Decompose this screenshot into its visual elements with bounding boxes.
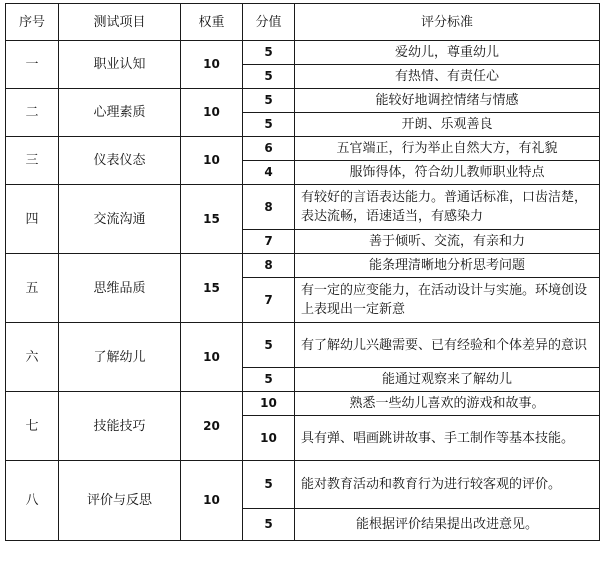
criterion-text: 能通过观察来了解幼儿 <box>295 368 600 392</box>
row-seq: 六 <box>6 323 59 392</box>
criterion-text: 有较好的言语表达能力。普通话标准，口齿洁楚，表达流畅，语速适当，有感染力 <box>295 185 600 230</box>
row-seq: 五 <box>6 254 59 323</box>
criterion-score: 8 <box>243 254 295 278</box>
criterion-text: 有热情、有责任心 <box>295 65 600 89</box>
criterion-score: 8 <box>243 185 295 230</box>
criterion-score: 5 <box>243 113 295 137</box>
row-item: 思维品质 <box>59 254 181 323</box>
scoring-table <box>5 3 600 541</box>
row-weight: 10 <box>181 89 243 137</box>
row-weight: 10 <box>181 137 243 185</box>
criterion-score: 5 <box>243 509 295 541</box>
header-row <box>6 4 600 41</box>
criterion-score: 5 <box>243 368 295 392</box>
row-weight: 10 <box>181 41 243 89</box>
header-weight: 权重 <box>181 4 243 41</box>
row-item: 了解幼儿 <box>59 323 181 392</box>
criterion-text: 熟悉一些幼儿喜欢的游戏和故事。 <box>295 392 600 416</box>
row-seq: 三 <box>6 137 59 185</box>
row-item: 职业认知 <box>59 41 181 89</box>
table-row <box>6 41 600 65</box>
criterion-score: 10 <box>243 416 295 461</box>
criterion-text: 爱幼儿，尊重幼儿 <box>295 41 600 65</box>
row-item: 技能技巧 <box>59 392 181 461</box>
row-weight: 10 <box>181 461 243 541</box>
criterion-score: 6 <box>243 137 295 161</box>
row-seq: 四 <box>6 185 59 254</box>
table-row <box>6 89 600 113</box>
row-weight: 15 <box>181 185 243 254</box>
criterion-score: 5 <box>243 65 295 89</box>
criterion-score: 7 <box>243 278 295 323</box>
criterion-score: 5 <box>243 89 295 113</box>
row-item: 心理素质 <box>59 89 181 137</box>
criterion-text: 善于倾听、交流，有亲和力 <box>295 230 600 254</box>
row-seq: 七 <box>6 392 59 461</box>
table-row <box>6 323 600 368</box>
header-item: 测试项目 <box>59 4 181 41</box>
row-seq: 八 <box>6 461 59 541</box>
row-item: 仪表仪态 <box>59 137 181 185</box>
criterion-score: 10 <box>243 392 295 416</box>
criterion-score: 5 <box>243 323 295 368</box>
criterion-score: 5 <box>243 41 295 65</box>
criterion-text: 具有弹、唱画跳讲故事、手工制作等基本技能。 <box>295 416 600 461</box>
table-row <box>6 461 600 509</box>
criterion-score: 7 <box>243 230 295 254</box>
criterion-score: 5 <box>243 461 295 509</box>
criterion-score: 4 <box>243 161 295 185</box>
criterion-text: 能较好地调控情绪与情感 <box>295 89 600 113</box>
criterion-text: 服饰得体，符合幼儿教师职业特点 <box>295 161 600 185</box>
table-row <box>6 137 600 161</box>
row-seq: 一 <box>6 41 59 89</box>
criterion-text: 能根据评价结果提出改进意见。 <box>295 509 600 541</box>
header-criteria: 评分标准 <box>295 4 600 41</box>
table-row <box>6 185 600 230</box>
row-weight: 10 <box>181 323 243 392</box>
row-item: 交流沟通 <box>59 185 181 254</box>
row-weight: 15 <box>181 254 243 323</box>
row-weight: 20 <box>181 392 243 461</box>
criterion-text: 有了解幼儿兴趣需要、已有经验和个体差异的意识 <box>295 323 600 368</box>
criterion-text: 能对教育活动和教育行为进行较客观的评价。 <box>295 461 600 509</box>
table-row <box>6 392 600 416</box>
row-item: 评价与反思 <box>59 461 181 541</box>
criterion-text: 五官端正，行为举止自然大方，有礼貌 <box>295 137 600 161</box>
criterion-text: 开朗、乐观善良 <box>295 113 600 137</box>
row-seq: 二 <box>6 89 59 137</box>
header-seq: 序号 <box>6 4 59 41</box>
criterion-text: 有一定的应变能力，在活动设计与实施。环境创设上表现出一定新意 <box>295 278 600 323</box>
header-score: 分值 <box>243 4 295 41</box>
table-row <box>6 254 600 278</box>
criterion-text: 能条理清晰地分析思考问题 <box>295 254 600 278</box>
